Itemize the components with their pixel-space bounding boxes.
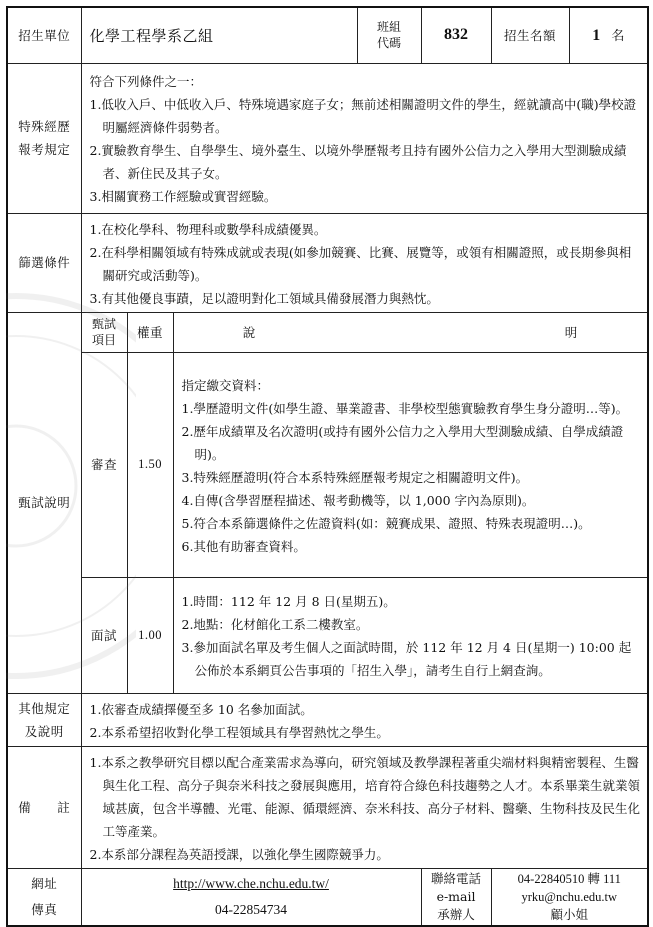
other-label-line2: 及說明 — [24, 723, 64, 739]
contact-person: 顧小姐 — [550, 906, 589, 922]
screening-row — [7, 213, 648, 312]
special-label — [7, 63, 81, 213]
class-code-label — [357, 7, 421, 63]
interview-item: 2.地點：化材館化工系二樓教室。 — [181, 617, 369, 632]
review-item: 3.特殊經歷證明(符合本系特殊經歷報考規定之相關證明文件)。 — [181, 469, 529, 485]
screening-item: 2.在科學相關領域有特殊成就或表現(如參加競賽、比賽、展覽等，或領有相關證照，或長期參與相關研究或活動等)。 — [89, 244, 632, 283]
review-item: 4.自傳(含學習歷程描述、報考動機等，以 1,000 字內為原則)。 — [181, 492, 535, 508]
remarks-content — [81, 746, 648, 868]
website-link[interactable]: http://www.che.nchu.edu.tw/ — [173, 876, 329, 892]
remarks-row — [7, 746, 648, 868]
exam-weight-header: 權重 — [127, 312, 173, 352]
remarks-label: 備 註 — [7, 746, 81, 868]
exam-item-header — [81, 312, 127, 352]
other-item: 1.依審查成績擇優至多 10 名參加面試。 — [89, 701, 313, 717]
special-row — [7, 63, 648, 213]
exam-desc-header-char2: 明 — [564, 324, 578, 340]
special-intro: 符合下列條件之一： — [89, 74, 203, 89]
review-item: 1.學歷證明文件(如學生證、畢業證書、非學校型態實驗教育學生身分證明…等)。 — [181, 400, 629, 416]
class-code-label-line1: 班組 — [377, 20, 402, 35]
quota-value: 1 — [592, 27, 601, 45]
other-label-line1: 其他規定 — [18, 700, 71, 716]
header-row — [7, 7, 648, 63]
review-item: 2.歷年成績單及名次證明(或持有國外公信力之入學用大型測驗成績、自學成績證明)。 — [181, 423, 624, 462]
email-label: e-mail — [436, 888, 476, 904]
review-item: 5.符合本系篩選條件之佐證資料(如：競賽成果、證照、特殊表現證明…)。 — [181, 515, 591, 531]
interview-weight: 1.00 — [127, 577, 173, 693]
review-intro: 指定繳交資料： — [181, 377, 270, 393]
special-content — [81, 63, 648, 213]
unit-label: 招生單位 — [7, 7, 81, 63]
screening-label: 篩選條件 — [7, 213, 81, 312]
screening-item: 3.有其他優良事蹟，足以證明對化工領域具備發展潛力與熱忱。 — [89, 290, 439, 306]
special-label-line1: 特殊經歷 — [18, 119, 71, 134]
review-weight: 1.50 — [127, 352, 173, 577]
website-label: 網址 — [31, 875, 58, 891]
other-item: 2.本系希望招收對化學工程領域具有學習熱忱之學生。 — [89, 724, 389, 740]
website-fax-label — [7, 868, 81, 926]
other-content — [81, 693, 648, 746]
review-content — [173, 352, 648, 577]
fax-label: 傳真 — [31, 901, 58, 917]
admission-table — [6, 6, 649, 927]
interview-row — [7, 577, 648, 693]
screening-item: 1.在校化學科、物理科或數學科成績優異。 — [89, 221, 327, 237]
fax-number: 04-22854734 — [215, 902, 288, 918]
phone-number: 04-22840510 轉 111 — [517, 871, 621, 886]
website-fax-values — [81, 868, 421, 926]
exam-desc-header — [173, 312, 648, 352]
footer-row — [7, 868, 648, 926]
review-item: 6.其他有助審查資料。 — [181, 538, 306, 554]
email-address[interactable]: yrku@nchu.edu.tw — [521, 889, 618, 904]
interview-name: 面試 — [81, 577, 127, 693]
class-code: 832 — [421, 7, 491, 63]
quota-unit: 名 — [611, 29, 625, 45]
exam-item-header-line1: 甄試 — [91, 317, 116, 331]
quota-cell — [569, 7, 648, 63]
review-name: 審查 — [81, 352, 127, 577]
exam-label: 甄試說明 — [7, 312, 81, 693]
special-item: 3.相關實務工作經驗或實習經驗。 — [89, 189, 277, 204]
exam-item-header-line2: 項目 — [91, 333, 116, 347]
admission-sheet — [6, 6, 647, 920]
special-item: 1.低收入戶、中低收入戶、特殊境遇家庭子女；無前述相關證明文件的學生，經就讀高中(職)學校證明屬經濟條件弱勢者。 — [89, 97, 637, 135]
interview-item: 1.時間：112 年 12 月 8 日(星期五)。 — [181, 594, 396, 609]
class-code-label-line2: 代碼 — [377, 36, 402, 51]
quota-label: 招生名額 — [491, 7, 569, 63]
unit-name: 化學工程學系乙組 — [81, 7, 357, 63]
interview-item: 3.參加面試名單及考生個人之面試時間，於 112 年 12 月 4 日(星期一) 10:00 起公佈於本系網頁公告事項的「招生入學」，請考生自行上網查詢。 — [181, 640, 632, 678]
phone-label: 聯絡電話 — [431, 870, 482, 886]
exam-header-row — [7, 312, 648, 352]
contact-values — [491, 868, 648, 926]
special-item: 2.實驗教育學生、自學學生、境外臺生、以境外學歷報考且持有國外公信力之入學用大型測驗成績者、新住民及其子女。 — [89, 143, 627, 181]
other-row — [7, 693, 648, 746]
review-row — [7, 352, 648, 577]
other-label — [7, 693, 81, 746]
remarks-item: 2.本系部分課程為英語授課，以強化學生國際競爭力。 — [89, 846, 389, 862]
remarks-item: 1.本系之教學研究目標以配合產業需求為導向，研究領域及教學課程著重尖端材料與精密製程、生醫與生化工程、高分子與奈米科技之發展與應用，培育符合綠色科技趨勢之人才。本系畢業生就業領域甚廣，包含半導體、光電、能源、循環經濟、奈米科技、高分子材料、醫藥、生物科技及民生化工等產業。 — [89, 754, 641, 839]
contact-labels — [421, 868, 491, 926]
contact-person-label: 承辦人 — [437, 906, 475, 922]
screening-content — [81, 213, 648, 312]
exam-desc-header-char1: 說 — [242, 324, 256, 340]
interview-content — [173, 577, 648, 693]
special-label-line2: 報考規定 — [18, 142, 71, 157]
